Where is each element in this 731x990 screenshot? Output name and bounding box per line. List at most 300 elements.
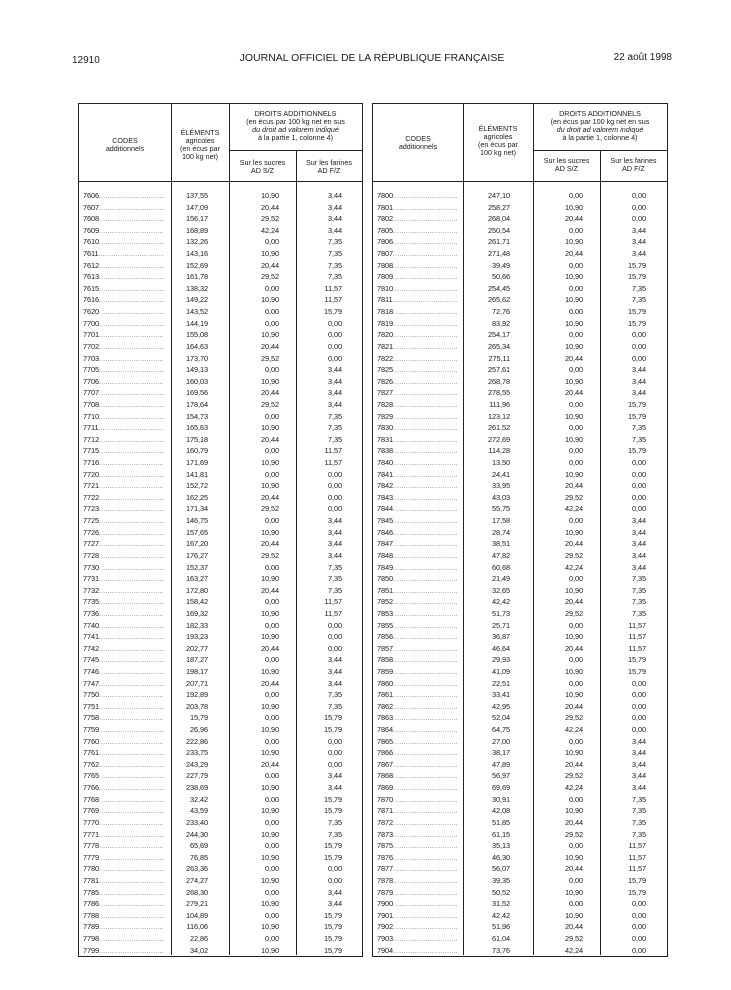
farines-cell: 0,00 <box>632 713 646 723</box>
sucres-cell: 20,44 <box>261 539 279 549</box>
element-cell: 254,17 <box>487 330 510 340</box>
farines-cell: 11,57 <box>324 458 342 468</box>
table-row <box>373 353 667 365</box>
farines-cell: 0,00 <box>632 330 646 340</box>
farines-cell: 7,35 <box>328 690 342 700</box>
farines-cell: 0,00 <box>632 191 646 200</box>
farines-cell: 0,00 <box>632 934 646 943</box>
farines-cell: 0,00 <box>632 678 646 688</box>
farines-cell: 3,44 <box>632 783 646 793</box>
table-row <box>79 469 362 481</box>
code-cell: 7751 ..... <box>83 701 163 715</box>
farines-cell: 7,35 <box>328 249 342 259</box>
table-row <box>79 747 362 759</box>
code-cell: 7712 ..... <box>83 434 163 448</box>
left-duties-table <box>78 103 363 957</box>
table-row <box>79 341 362 353</box>
table-row <box>373 236 667 248</box>
farines-cell: 0,00 <box>328 748 342 758</box>
sucres-cell: 20,44 <box>261 759 279 769</box>
code-cell: 7820 ..... <box>377 329 457 343</box>
sucres-cell: 10,90 <box>261 748 279 758</box>
table-row <box>373 399 667 411</box>
code-cell: 7728 ..... <box>83 550 163 564</box>
droits-header: DROITS ADDITIONNELS (en écus par 100 kg net en sus du droit ad valorem indiqué à la partie 1, colonne 4) <box>550 109 650 143</box>
element-cell: 51,73 <box>492 608 510 618</box>
sucres-cell: 0,00 <box>265 365 279 375</box>
publication-date: 22 août 1998 <box>613 52 672 63</box>
table-row <box>373 852 667 864</box>
farines-cell: 3,44 <box>328 678 342 688</box>
table-row <box>79 817 362 829</box>
table-row <box>373 620 667 632</box>
code-cell: 7809 ..... <box>377 271 457 285</box>
farines-cell: 11,57 <box>628 620 646 630</box>
table-row <box>79 910 362 922</box>
code-cell: 7848 ..... <box>377 550 457 564</box>
table-row <box>79 736 362 748</box>
sucres-cell: 20,44 <box>565 481 583 491</box>
table-row <box>373 341 667 353</box>
farines-cell: 0,00 <box>632 214 646 224</box>
table-row <box>79 585 362 597</box>
sucres-header: Sur les sucres AD S/Z <box>543 156 590 174</box>
table-row <box>373 422 667 434</box>
sucres-cell: 0,00 <box>265 934 279 943</box>
sucres-cell: 0,00 <box>265 307 279 317</box>
sucres-cell: 10,90 <box>261 423 279 433</box>
page-number: 12910 <box>72 55 100 66</box>
sucres-cell: 10,90 <box>261 481 279 491</box>
table-row <box>79 794 362 806</box>
farines-cell: 3,44 <box>632 376 646 386</box>
sucres-cell: 0,00 <box>265 887 279 897</box>
code-cell: 7903 ..... <box>377 933 457 947</box>
element-cell: 182,33 <box>185 620 208 630</box>
sucres-cell: 10,90 <box>565 202 583 212</box>
page-header <box>72 52 672 70</box>
element-cell: 13,50 <box>492 458 510 468</box>
table-body <box>79 190 362 956</box>
table-row <box>79 631 362 643</box>
table-row <box>373 701 667 713</box>
code-cell: 7819 ..... <box>377 318 457 332</box>
code-cell: 7745 ..... <box>83 654 163 668</box>
element-cell: 263,36 <box>185 864 208 874</box>
element-cell: 167,20 <box>185 539 208 549</box>
farines-cell: 15,79 <box>628 260 646 270</box>
farines-cell: 0,00 <box>328 504 342 514</box>
element-cell: 21,49 <box>492 574 510 584</box>
sucres-cell: 0,00 <box>265 446 279 456</box>
table-row <box>373 306 667 318</box>
sucres-cell: 10,90 <box>565 666 583 676</box>
farines-cell: 0,00 <box>328 330 342 340</box>
farines-cell: 15,79 <box>324 794 342 804</box>
table-row <box>79 411 362 423</box>
table-row <box>373 921 667 933</box>
code-cell: 7705 ..... <box>83 364 163 378</box>
sucres-cell: 20,44 <box>565 539 583 549</box>
farines-cell: 0,00 <box>632 910 646 920</box>
code-cell: 7731 ..... <box>83 573 163 587</box>
table-row <box>373 643 667 655</box>
farines-cell: 0,00 <box>328 353 342 363</box>
code-cell: 7902 ..... <box>377 921 457 935</box>
code-cell: 7879 ..... <box>377 887 457 901</box>
element-cell: 152,69 <box>185 260 208 270</box>
farines-cell: 3,44 <box>328 539 342 549</box>
farines-cell: 3,44 <box>328 365 342 375</box>
element-cell: 143,52 <box>185 307 208 317</box>
farines-cell: 3,44 <box>328 399 342 409</box>
code-cell: 7721 ..... <box>83 480 163 494</box>
code-cell: 7706 ..... <box>83 376 163 390</box>
table-row <box>373 283 667 295</box>
farines-cell: 0,00 <box>328 875 342 885</box>
sucres-cell: 0,00 <box>265 318 279 328</box>
sucres-cell: 10,90 <box>261 574 279 584</box>
element-cell: 155,08 <box>185 330 208 340</box>
sucres-cell: 20,44 <box>261 678 279 688</box>
code-cell: 7870 ..... <box>377 794 457 808</box>
element-cell: 46,64 <box>492 643 510 653</box>
farines-cell: 7,35 <box>328 272 342 282</box>
farines-cell: 11,57 <box>324 446 342 456</box>
code-cell: 7807 ..... <box>377 248 457 262</box>
code-cell: 7701 ..... <box>83 329 163 343</box>
code-cell: 7715 ..... <box>83 445 163 459</box>
sucres-cell: 0,00 <box>265 817 279 827</box>
element-cell: 193,23 <box>185 632 208 642</box>
sucres-cell: 42,24 <box>565 945 583 955</box>
sucres-cell: 29,52 <box>565 492 583 502</box>
element-cell: 160,79 <box>185 446 208 456</box>
table-row <box>373 538 667 550</box>
farines-cell: 3,44 <box>632 249 646 259</box>
farines-cell: 15,79 <box>324 852 342 862</box>
table-row <box>79 318 362 330</box>
table-row <box>373 654 667 666</box>
element-cell: 147,09 <box>185 202 208 212</box>
farines-cell: 11,57 <box>324 283 342 293</box>
sucres-cell: 10,90 <box>565 852 583 862</box>
sucres-cell: 0,00 <box>569 899 583 909</box>
table-row <box>79 701 362 713</box>
sucres-cell: 10,90 <box>565 585 583 595</box>
element-cell: 32,42 <box>190 794 208 804</box>
code-cell: 7869 ..... <box>377 782 457 796</box>
element-cell: 27,00 <box>492 736 510 746</box>
table-row <box>373 770 667 782</box>
code-cell: 7746 ..... <box>83 666 163 680</box>
code-cell: 7821 ..... <box>377 341 457 355</box>
sucres-cell: 0,00 <box>569 225 583 235</box>
code-cell: 7831 ..... <box>377 434 457 448</box>
table-row <box>373 736 667 748</box>
code-cell: 7708 ..... <box>83 399 163 413</box>
farines-cell: 7,35 <box>328 574 342 584</box>
code-cell: 7616 ..... <box>83 294 163 308</box>
element-cell: 61,04 <box>492 934 510 943</box>
farines-cell: 15,79 <box>324 945 342 955</box>
code-cell: 7789 ..... <box>83 921 163 935</box>
table-row <box>79 643 362 655</box>
table-row <box>79 887 362 899</box>
code-cell: 7859 ..... <box>377 666 457 680</box>
element-cell: 104,89 <box>185 910 208 920</box>
table-row <box>373 585 667 597</box>
code-cell: 7811 ..... <box>377 294 457 308</box>
element-cell: 261,71 <box>487 237 510 247</box>
farines-cell: 3,44 <box>328 783 342 793</box>
table-row <box>373 329 667 341</box>
table-row <box>373 469 667 481</box>
element-cell: 111,96 <box>489 399 510 409</box>
sucres-cell: 0,00 <box>265 841 279 851</box>
code-cell: 7750 ..... <box>83 689 163 703</box>
code-cell: 7609 ..... <box>83 225 163 239</box>
code-cell: 7871 ..... <box>377 805 457 819</box>
sucres-cell: 20,44 <box>565 643 583 653</box>
farines-cell: 11,57 <box>628 841 646 851</box>
table-row <box>373 445 667 457</box>
farines-cell: 3,44 <box>328 376 342 386</box>
element-cell: 64,75 <box>492 725 510 735</box>
sucres-cell: 10,90 <box>565 527 583 537</box>
farines-cell: 0,00 <box>632 202 646 212</box>
farines-header: Sur les farines AD F/Z <box>306 158 352 176</box>
farines-cell: 0,00 <box>632 690 646 700</box>
element-cell: 268,78 <box>487 376 510 386</box>
sucres-cell: 42,24 <box>565 562 583 572</box>
table-row <box>373 875 667 887</box>
code-cell: 7778 ..... <box>83 840 163 854</box>
element-cell: 50,52 <box>492 887 510 897</box>
code-cell: 7873 ..... <box>377 829 457 843</box>
table-row <box>373 550 667 562</box>
element-cell: 275,11 <box>488 353 510 363</box>
farines-cell: 15,79 <box>628 307 646 317</box>
code-cell: 7868 ..... <box>377 770 457 784</box>
farines-cell: 15,79 <box>628 318 646 328</box>
farines-cell: 0,00 <box>632 899 646 909</box>
code-cell: 7781 ..... <box>83 875 163 889</box>
code-cell: 7742 ..... <box>83 643 163 657</box>
farines-cell: 15,79 <box>628 446 646 456</box>
farines-cell: 7,35 <box>328 411 342 421</box>
code-cell: 7904 ..... <box>377 945 457 959</box>
code-cell: 7716 ..... <box>83 457 163 471</box>
element-cell: 274,27 <box>185 875 208 885</box>
code-cell: 7852 ..... <box>377 596 457 610</box>
farines-cell: 3,44 <box>632 759 646 769</box>
sucres-cell: 29,52 <box>261 550 279 560</box>
sucres-cell: 29,52 <box>565 608 583 618</box>
farines-cell: 15,79 <box>324 307 342 317</box>
sucres-cell: 10,90 <box>565 434 583 444</box>
table-row <box>373 631 667 643</box>
element-cell: 158,42 <box>185 597 208 607</box>
code-cell: 7842 ..... <box>377 480 457 494</box>
element-cell: 279,21 <box>185 899 208 909</box>
sucres-cell: 10,90 <box>261 875 279 885</box>
sucres-cell: 20,44 <box>565 759 583 769</box>
table-row <box>373 689 667 701</box>
element-cell: 137,55 <box>185 191 208 200</box>
farines-cell: 3,44 <box>328 899 342 909</box>
code-cell: 7759 ..... <box>83 724 163 738</box>
element-cell: 203,78 <box>185 701 208 711</box>
element-cell: 265,34 <box>487 341 510 351</box>
table-row <box>373 213 667 225</box>
code-cell: 7844 ..... <box>377 503 457 517</box>
sucres-cell: 42,24 <box>565 504 583 514</box>
sucres-cell: 10,90 <box>565 411 583 421</box>
table-row <box>373 887 667 899</box>
table-row <box>79 550 362 562</box>
table-row <box>79 422 362 434</box>
table-row <box>373 794 667 806</box>
code-cell: 7612 ..... <box>83 260 163 274</box>
table-row <box>373 527 667 539</box>
table-row <box>79 596 362 608</box>
element-cell: 156,17 <box>185 214 208 224</box>
sucres-cell: 29,52 <box>261 353 279 363</box>
element-cell: 198,17 <box>185 666 208 676</box>
code-cell: 7730 ..... <box>83 562 163 576</box>
table-row <box>79 770 362 782</box>
sucres-cell: 10,90 <box>261 701 279 711</box>
elements-header: ÉLÉMENTS agricoles (en écus par 100 kg net) <box>478 124 518 158</box>
sucres-cell: 29,52 <box>261 272 279 282</box>
code-cell: 7611 ..... <box>83 248 163 262</box>
sucres-cell: 10,90 <box>565 748 583 758</box>
farines-cell: 0,00 <box>632 725 646 735</box>
code-cell: 7761 ..... <box>83 747 163 761</box>
sucres-cell: 10,90 <box>565 632 583 642</box>
code-cell: 7736 ..... <box>83 608 163 622</box>
element-cell: 35,13 <box>492 841 510 851</box>
element-cell: 244,30 <box>185 829 208 839</box>
code-cell: 7711 ..... <box>83 422 163 436</box>
element-cell: 36,87 <box>492 632 510 642</box>
table-row <box>373 318 667 330</box>
farines-cell: 7,35 <box>328 423 342 433</box>
farines-cell: 7,35 <box>328 817 342 827</box>
element-cell: 233,75 <box>185 748 208 758</box>
sucres-cell: 10,90 <box>261 945 279 955</box>
farines-cell: 7,35 <box>328 237 342 247</box>
table-row <box>373 202 667 214</box>
code-cell: 7861 ..... <box>377 689 457 703</box>
sucres-cell: 10,90 <box>565 910 583 920</box>
element-cell: 171,69 <box>185 458 208 468</box>
element-cell: 254,45 <box>487 283 510 293</box>
element-cell: 257,61 <box>487 365 510 375</box>
farines-cell: 0,00 <box>328 341 342 351</box>
farines-cell: 15,79 <box>324 725 342 735</box>
sucres-cell: 10,90 <box>261 632 279 642</box>
element-cell: 176,27 <box>185 550 208 560</box>
farines-cell: 0,00 <box>632 701 646 711</box>
sucres-cell: 29,52 <box>565 771 583 781</box>
farines-cell: 15,79 <box>324 841 342 851</box>
farines-cell: 3,44 <box>328 225 342 235</box>
element-cell: 24,41 <box>492 469 510 479</box>
table-row <box>373 225 667 237</box>
element-cell: 268,30 <box>185 887 208 897</box>
table-row <box>79 190 362 202</box>
farines-cell: 3,44 <box>632 736 646 746</box>
table-row <box>79 898 362 910</box>
farines-cell: 0,00 <box>328 632 342 642</box>
table-row <box>373 294 667 306</box>
sucres-cell: 42,24 <box>261 225 279 235</box>
farines-cell: 0,00 <box>632 504 646 514</box>
sucres-cell: 29,52 <box>565 829 583 839</box>
farines-cell: 11,57 <box>628 864 646 874</box>
sucres-cell: 0,00 <box>569 736 583 746</box>
table-row <box>79 620 362 632</box>
farines-cell: 7,35 <box>632 794 646 804</box>
sucres-cell: 0,00 <box>569 655 583 665</box>
code-cell: 7760 ..... <box>83 736 163 750</box>
sucres-cell: 10,90 <box>565 237 583 247</box>
element-cell: 173,70 <box>185 353 208 363</box>
table-row <box>79 759 362 771</box>
element-cell: 39,35 <box>492 875 510 885</box>
table-row <box>373 387 667 399</box>
code-cell: 7788 ..... <box>83 910 163 924</box>
farines-cell: 0,00 <box>632 458 646 468</box>
code-cell: 7786 ..... <box>83 898 163 912</box>
farines-cell: 7,35 <box>328 260 342 270</box>
element-cell: 258,27 <box>487 202 510 212</box>
table-row <box>79 480 362 492</box>
element-cell: 83,92 <box>492 318 510 328</box>
table-row <box>79 202 362 214</box>
table-row <box>79 863 362 875</box>
sucres-cell: 0,00 <box>265 713 279 723</box>
element-cell: 227,79 <box>185 771 208 781</box>
table-row <box>373 805 667 817</box>
farines-cell: 7,35 <box>632 829 646 839</box>
table-row <box>79 678 362 690</box>
table-row <box>373 457 667 469</box>
sucres-cell: 20,44 <box>565 922 583 932</box>
farines-cell: 7,35 <box>632 283 646 293</box>
code-cell: 7607 ..... <box>83 202 163 216</box>
code-cell: 7865 ..... <box>377 736 457 750</box>
table-row <box>79 213 362 225</box>
sucres-cell: 0,00 <box>265 283 279 293</box>
element-cell: 32,65 <box>492 585 510 595</box>
code-cell: 7826 ..... <box>377 376 457 390</box>
table-row <box>79 225 362 237</box>
element-cell: 154,73 <box>185 411 208 421</box>
sucres-cell: 10,90 <box>565 469 583 479</box>
element-cell: 29,93 <box>492 655 510 665</box>
code-cell: 7841 ..... <box>377 469 457 483</box>
code-cell: 7829 ..... <box>377 411 457 425</box>
sucres-cell: 42,24 <box>565 783 583 793</box>
sucres-cell: 20,44 <box>261 260 279 270</box>
table-row <box>373 759 667 771</box>
table-row <box>373 562 667 574</box>
sucres-cell: 0,00 <box>265 690 279 700</box>
element-cell: 55,75 <box>492 504 510 514</box>
